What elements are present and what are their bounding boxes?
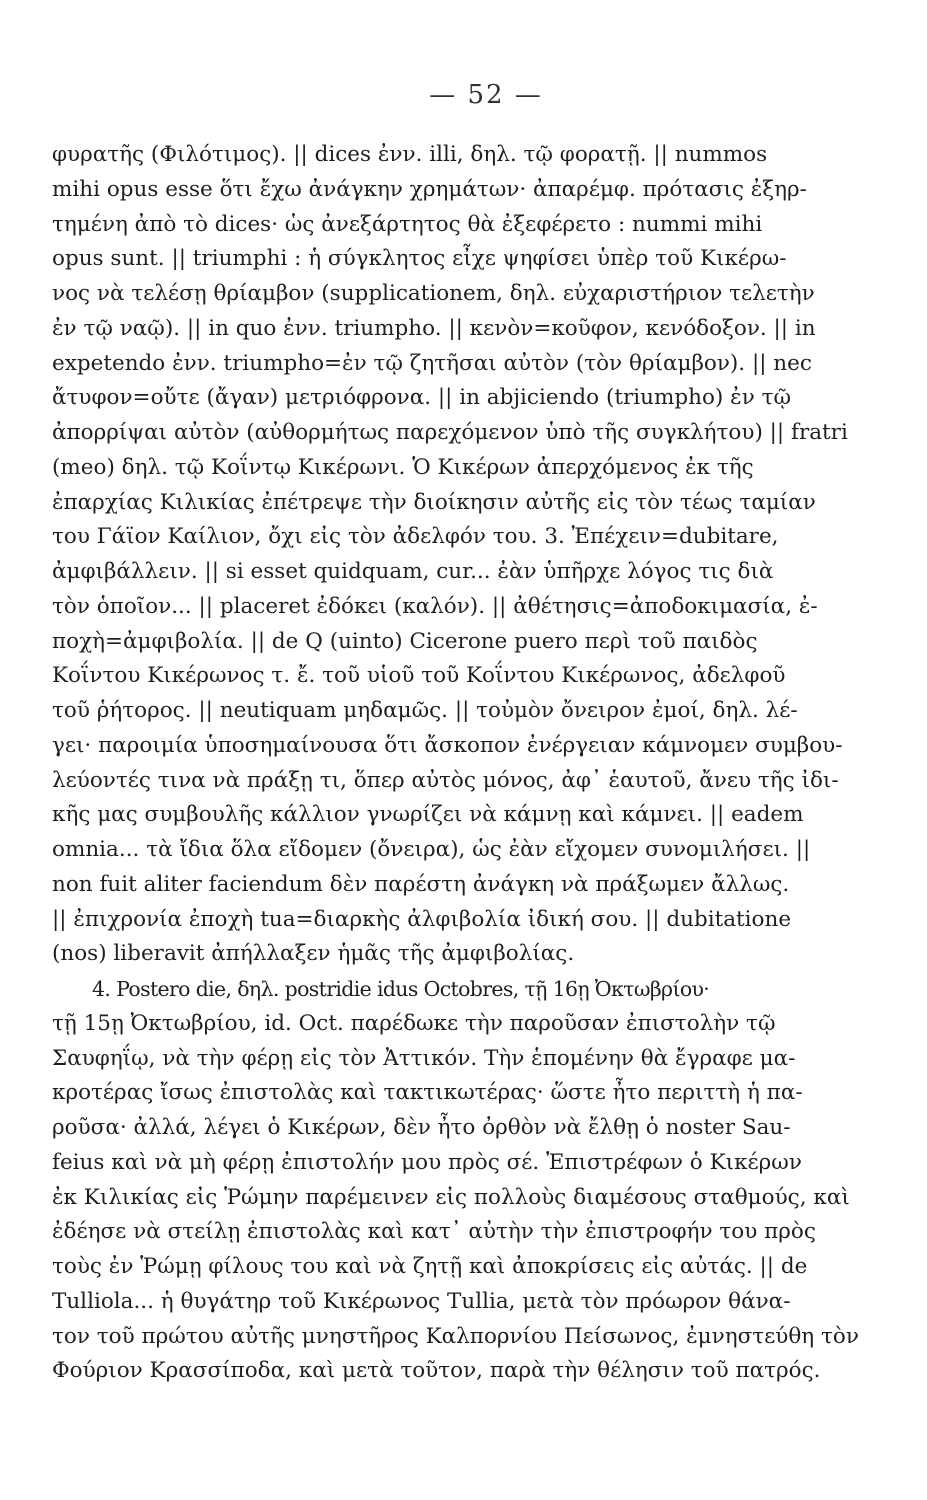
text-line: φυρατῆς (Φιλότιμος). || dices ἐνν. illi, δηλ. τῷ φορατῇ. || nummos <box>52 142 768 167</box>
text-line: Σαυφηΐῳ, νὰ τὴν φέρῃ εἰς τὸν Ἀττικόν. Τὴν ἑπομένην θὰ ἔγραφε μα- <box>52 1045 796 1071</box>
commentary-text <box>52 138 880 1389</box>
book-page <box>52 78 880 1389</box>
text-line: Φούριον Κρασσίποδα, καὶ μετὰ τοῦτον, παρὰ τὴν θέλησιν τοῦ πατρός. <box>52 1358 821 1384</box>
text-line: ποχὴ=ἀμφιβολία. || de Q (uinto) Cicerone puero περὶ τοῦ παιδὸς <box>52 628 758 654</box>
text-line: ἐπαρχίας Κιλικίας ἐπέτρεψε τὴν διοίκησιν αὐτῆς εἰς τὸν τέως ταμίαν <box>52 489 816 515</box>
text-line: νος νὰ τελέσῃ θρίαμβον (supplicationem, δηλ. εὐχαριστήριον τελετὴν <box>52 281 815 306</box>
text-line: Tulliola... ἡ θυγάτηρ τοῦ Κικέρωνος Tullia, μετὰ τὸν πρόωρον θάνα- <box>52 1288 791 1314</box>
page-number: — 52 — <box>429 80 543 110</box>
text-line: || ἐπιχρονία ἐποχὴ tua=διαρκὴς ἀλφιβολία ἰδική σου. || dubitatione <box>52 906 792 932</box>
text-line: mihi opus esse ὅτι ἔχω ἀνάγκην χρημάτων· ἀπαρέμφ. πρότασις ἐξηρ- <box>52 176 807 202</box>
text-line: opus sunt. || triumphi : ἡ σύγκλητος εἶχε ψηφίσει ὑπὲρ τοῦ Κικέρω- <box>52 246 787 272</box>
text-line: ἐν τῷ ναῷ). || in quo ἐνν. triumpho. || κενὸν=κοῦφον, κενόδοξον. || in <box>52 315 816 341</box>
text-line: (meo) δηλ. τῷ Κοΐντῳ Κικέρωνι. Ὁ Κικέρων ἀπερχόμενος ἐκ τῆς <box>52 454 754 480</box>
text-line: ἄτυφον=οὔτε (ἄγαν) μετριόφρονα. || in abjiciendo (triumpho) ἐν τῷ <box>52 385 792 411</box>
text-line: ἐκ Κιλικίας εἰς Ῥώμην παρέμεινεν εἰς πολλοὺς διαμέσους σταθμούς, καὶ <box>52 1184 850 1210</box>
text-line: ροῦσα· ἀλλά, λέγει ὁ Κικέρων, δὲν ἦτο ὀρθὸν νὰ ἔλθῃ ὁ noster Sau- <box>52 1115 791 1140</box>
text-line: omnia... τὰ ἴδια ὅλα εἴδομεν (ὄνειρα), ὡς ἐὰν εἴχομεν συνομιλήσει. || <box>52 837 811 862</box>
text-line: feius καὶ νὰ μὴ φέρῃ ἐπιστολήν μου πρὸς σέ. Ἐπιστρέφων ὁ Κικέρων <box>52 1149 802 1175</box>
text-line: γει· παροιμία ὑποσημαίνουσα ὅτι ἄσκοπον ἐνέργειαν κάμνομεν συμβου- <box>52 732 843 758</box>
text-line: 4. Postero die, δηλ. postridie idus Octobres, τῇ 16ῃ Ὀκτωβρίου· <box>92 977 710 1001</box>
text-line: Κοΐντου Κικέρωνος τ. ἔ. τοῦ υἱοῦ τοῦ Κοΐντου Κικέρωνος, ἀδελφοῦ <box>52 663 786 689</box>
text-line: τημένη ἀπὸ τὸ dices· ὡς ἀνεξάρτητος θὰ ἐξεφέρετο : nummi mihi <box>52 211 763 237</box>
text-line: λεύοντές τινα νὰ πράξῃ τι, ὅπερ αὐτὸς μόνος, ἀφ᾽ ἑαυτοῦ, ἄνευ τῆς ἰδι- <box>52 767 839 793</box>
text-line: (nos) liberavit ἀπήλλαξεν ἡμᾶς τῆς ἀμφιβολίας. <box>52 941 575 967</box>
text-line: τον τοῦ πρώτου αὐτῆς μνηστῆρος Καλπορνίου Πείσωνος, ἐμνηστεύθη τὸν <box>52 1323 859 1349</box>
text-line: τῇ 15ῃ Ὀκτωβρίου, id. Oct. παρέδωκε τὴν παροῦσαν ἐπιστολὴν τῷ <box>52 1010 776 1036</box>
text-line: non fuit aliter faciendum δὲν παρέστη ἀνάγκη νὰ πράξωμεν ἄλλως. <box>52 871 790 897</box>
text-line: τοὺς ἐν Ῥώμῃ φίλους του καὶ νὰ ζητῇ καὶ ἀποκρίσεις εἰς αὐτάς. || de <box>52 1254 808 1279</box>
text-line: expetendo ἐνν. triumpho=ἐν τῷ ζητῆσαι αὐτὸν (τὸν θρίαμβον). || nec <box>52 350 812 376</box>
text-line: κῆς μας συμβουλῆς κάλλιον γνωρίζει νὰ κάμνῃ καὶ κάμνει. || eadem <box>52 802 804 828</box>
text-line: ἐδέησε νὰ στείλῃ ἐπιστολὰς καὶ κατ᾽ αὐτὴν τὴν ἐπιστροφήν του πρὸς <box>52 1219 816 1245</box>
text-line: τὸν ὁποῖον... || placeret ἐδόκει (καλόν). || ἀθέτησις=ἀποδοκιμασία, ἐ- <box>52 593 818 619</box>
text-line: τοῦ ῥήτορος. || neutiquam μηδαμῶς. || τοὐμὸν ὄνειρον ἐμοί, δηλ. λέ- <box>52 698 798 723</box>
text-line: του Γάϊον Καίλιον, ὄχι εἰς τὸν ἀδελφόν του. 3. Ἐπέχειν=dubitare, <box>52 524 779 550</box>
text-line: ἀπορρίψαι αὐτὸν (αὐθορμήτως παρεχόμενον ὑπὸ τῆς συγκλήτου) || fratri <box>52 420 848 445</box>
text-line: κροτέρας ἴσως ἐπιστολὰς καὶ τακτικωτέρας· ὥστε ἦτο περιττὴ ἡ πα- <box>52 1080 803 1106</box>
text-line: ἀμφιβάλλειν. || si esset quidquam, cur... ἐὰν ὑπῆρχε λόγος τις διὰ <box>52 559 774 584</box>
